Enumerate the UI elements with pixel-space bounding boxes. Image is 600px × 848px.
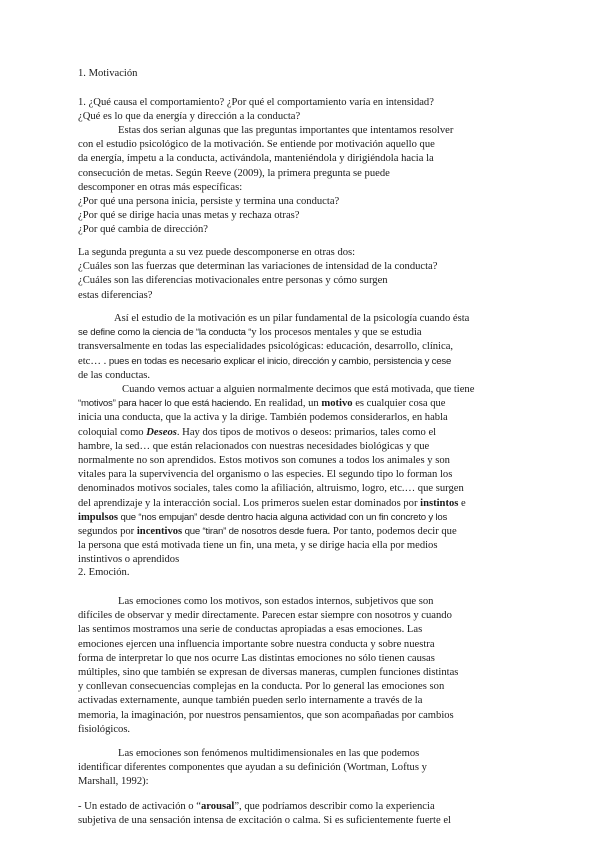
section-2-paragraph-1 [78,595,518,737]
condensed-text: “motivos” para hacer lo que está haciendo [78,398,249,410]
text-line: múltiples, sino que también se expresan de diversas maneras, cumplen funciones distintas [78,667,459,679]
text-line: la persona que está motivada tiene un fin, una meta, y se dirige hacia ella por medios [78,540,438,552]
bold-term: incentivos [136,526,183,538]
text-line: Marshall, 1992): [78,776,149,788]
section-1-paragraph-4 [78,383,523,568]
text-line: subjetiva de una sensación intensa de excitación o calma. Si es suficientemente fuerte el [78,815,451,827]
text-line [78,525,523,539]
text-line: inicia una conducta, que la activa y la dirige. También podemos considerarlos, en habla [78,412,448,424]
text-line: denominados motivos sociales, tales como la afiliación, altruismo, logro, etc.… que surgen [78,483,464,495]
condensed-text: que “nos empujan” desde dentro hacia alguna actividad con un fin concreto y los [118,511,448,523]
text-line: ¿Por qué una persona inicia, persiste y termina una conducta? [78,196,340,208]
text-line [78,511,523,525]
text-line: ¿Cuáles son las diferencias motivacionales entre personas y cómo surgen [78,275,388,287]
bold-term: motivo [321,398,353,410]
section-2-paragraph-3 [78,800,518,828]
text-run: . En realidad, un [249,398,322,410]
condensed-text: pues en todas es necesario explicar el inicio, dirección y cambio, persistencia y cese [108,355,452,367]
text-line: fisiológicos. [78,723,131,735]
text-run: del aprendizaje y la interacción social. Los primeros suelen estar dominados por [78,497,421,509]
bold-term: instintos [420,497,459,509]
section-title: 2. Emoción. [78,567,130,578]
section-1-paragraph-3 [78,312,523,383]
section-2-paragraph-2 [78,747,518,790]
section-title: 1. Motivación [78,68,138,79]
text-line: estas diferencias? [78,289,153,301]
text-line: las sentimos mostramos una serie de conductas apropiadas a esas emociones. Las [78,624,423,636]
text-line: descomponer en otras más específicas: [78,181,243,193]
bold-term: arousal [200,801,235,812]
text-run: e [458,497,466,509]
text-line: emociones ejercen una influencia importante sobre nuestra conducta y sobre nuestra [78,638,435,650]
text-run: coloquial como [78,426,147,438]
text-run: . Por tanto, podemos decir que [327,526,457,538]
question-line: ¿Qué es lo que da energía y dirección a la conducta? [78,111,301,123]
question-line: 1. ¿Qué causa el comportamiento? ¿Por qué el comportamiento varía en intensidad? [78,97,434,108]
text-line: La segunda pregunta a su vez puede descomponerse en otras dos: [78,247,356,258]
text-line: Estas dos serian algunas que las preguntas importantes que intentamos resolver [118,125,454,136]
text-line [78,326,523,340]
text-line: da energía, ímpetu a la conducta, activándola, manteniéndola y dirigiéndola hacia la [78,153,434,165]
section-1-questions [78,96,518,124]
text-line: difíciles de observar y medir directamente. Parecen estar siempre con nosotros y cuando [78,610,452,622]
text-line [78,397,523,411]
text-line: Cuando vemos actuar a alguien normalmente decimos que está motivada, que tiene [122,384,475,395]
text-line: ¿Por qué cambia de dirección? [78,224,209,236]
text-line: memoria, la imaginación, por nuestros pensamientos, que son acompañadas por cambios [78,709,454,721]
text-line: forma de interpretar lo que nos ocurre Las distintas emociones no sólo tienen causas [78,652,435,664]
section-1-title [78,67,518,81]
condensed-text: se define como la ciencia de “la conducta “ [78,327,252,339]
text-line: hambre, la sed… que están relacionados con nuestras necesidades biológicas y que [78,440,430,452]
text-line: vitales para la supervivencia del organismo o las especies. El segundo tipo lo forman los [78,469,453,481]
text-run: y los procesos mentales y que se estudia [251,327,422,339]
text-line: ¿Por qué se dirige hacia unas metas y rechaza otras? [78,210,300,222]
text-line: instintivos o aprendidos [78,554,180,566]
section-1-paragraph-1 [78,124,518,238]
text-run: - Un estado de activación o “ [78,801,201,812]
text-run: . Hay dos tipos de motivos o deseos: primarios, tales como el [176,426,437,438]
text-line [78,355,523,369]
text-run: ”, que podríamos describir como la experiencia [234,801,435,812]
text-run: es cualquier cosa que [352,398,446,410]
text-line: consecución de metas. Según Reeve (2009), la primera pregunta se puede [78,167,390,179]
text-line [78,426,523,440]
text-line: transversalmente en todas las especialidades psicológicas: educación, desarrollo, clínica, [78,341,454,353]
text-line: con el estudio psicológico de la motivación. Se entiende por motivación aquello que [78,139,435,151]
bold-term: impulsos [78,511,119,523]
text-line: Las emociones como los motivos, son estados internos, subjetivos que son [118,596,434,607]
text-line: y conllevan consecuencias complejas en la conducta. Por lo general las emociones son [78,681,445,693]
text-line: de las conductas. [78,369,151,381]
text-line: activadas externamente, aunque también pueden serlo internamente a través de la [78,695,423,707]
section-1-paragraph-2 [78,246,518,303]
text-line: Las emociones son fenómenos multidimensionales en las que podemos [118,748,420,759]
condensed-text: que “tiran” de nosotros desde fuera [182,526,328,538]
bold-italic-term: Deseos [146,426,177,438]
text-line: normalmente no son aprendidos. Estos motivos son comunes a todos los animales y son [78,455,450,467]
text-line: Así el estudio de la motivación es un pilar fundamental de la psicología cuando ésta [114,313,470,324]
text-line [78,497,523,511]
section-2-title [78,566,518,580]
text-line [78,800,518,814]
text-line: ¿Cuáles son las fuerzas que determinan las variaciones de intensidad de la conducta? [78,261,438,273]
text-line: identificar diferentes componentes que ayudan a su definición (Wortman, Loftus y [78,762,427,774]
text-run: segundos por [78,526,137,538]
text-run: etc… . [78,355,107,367]
